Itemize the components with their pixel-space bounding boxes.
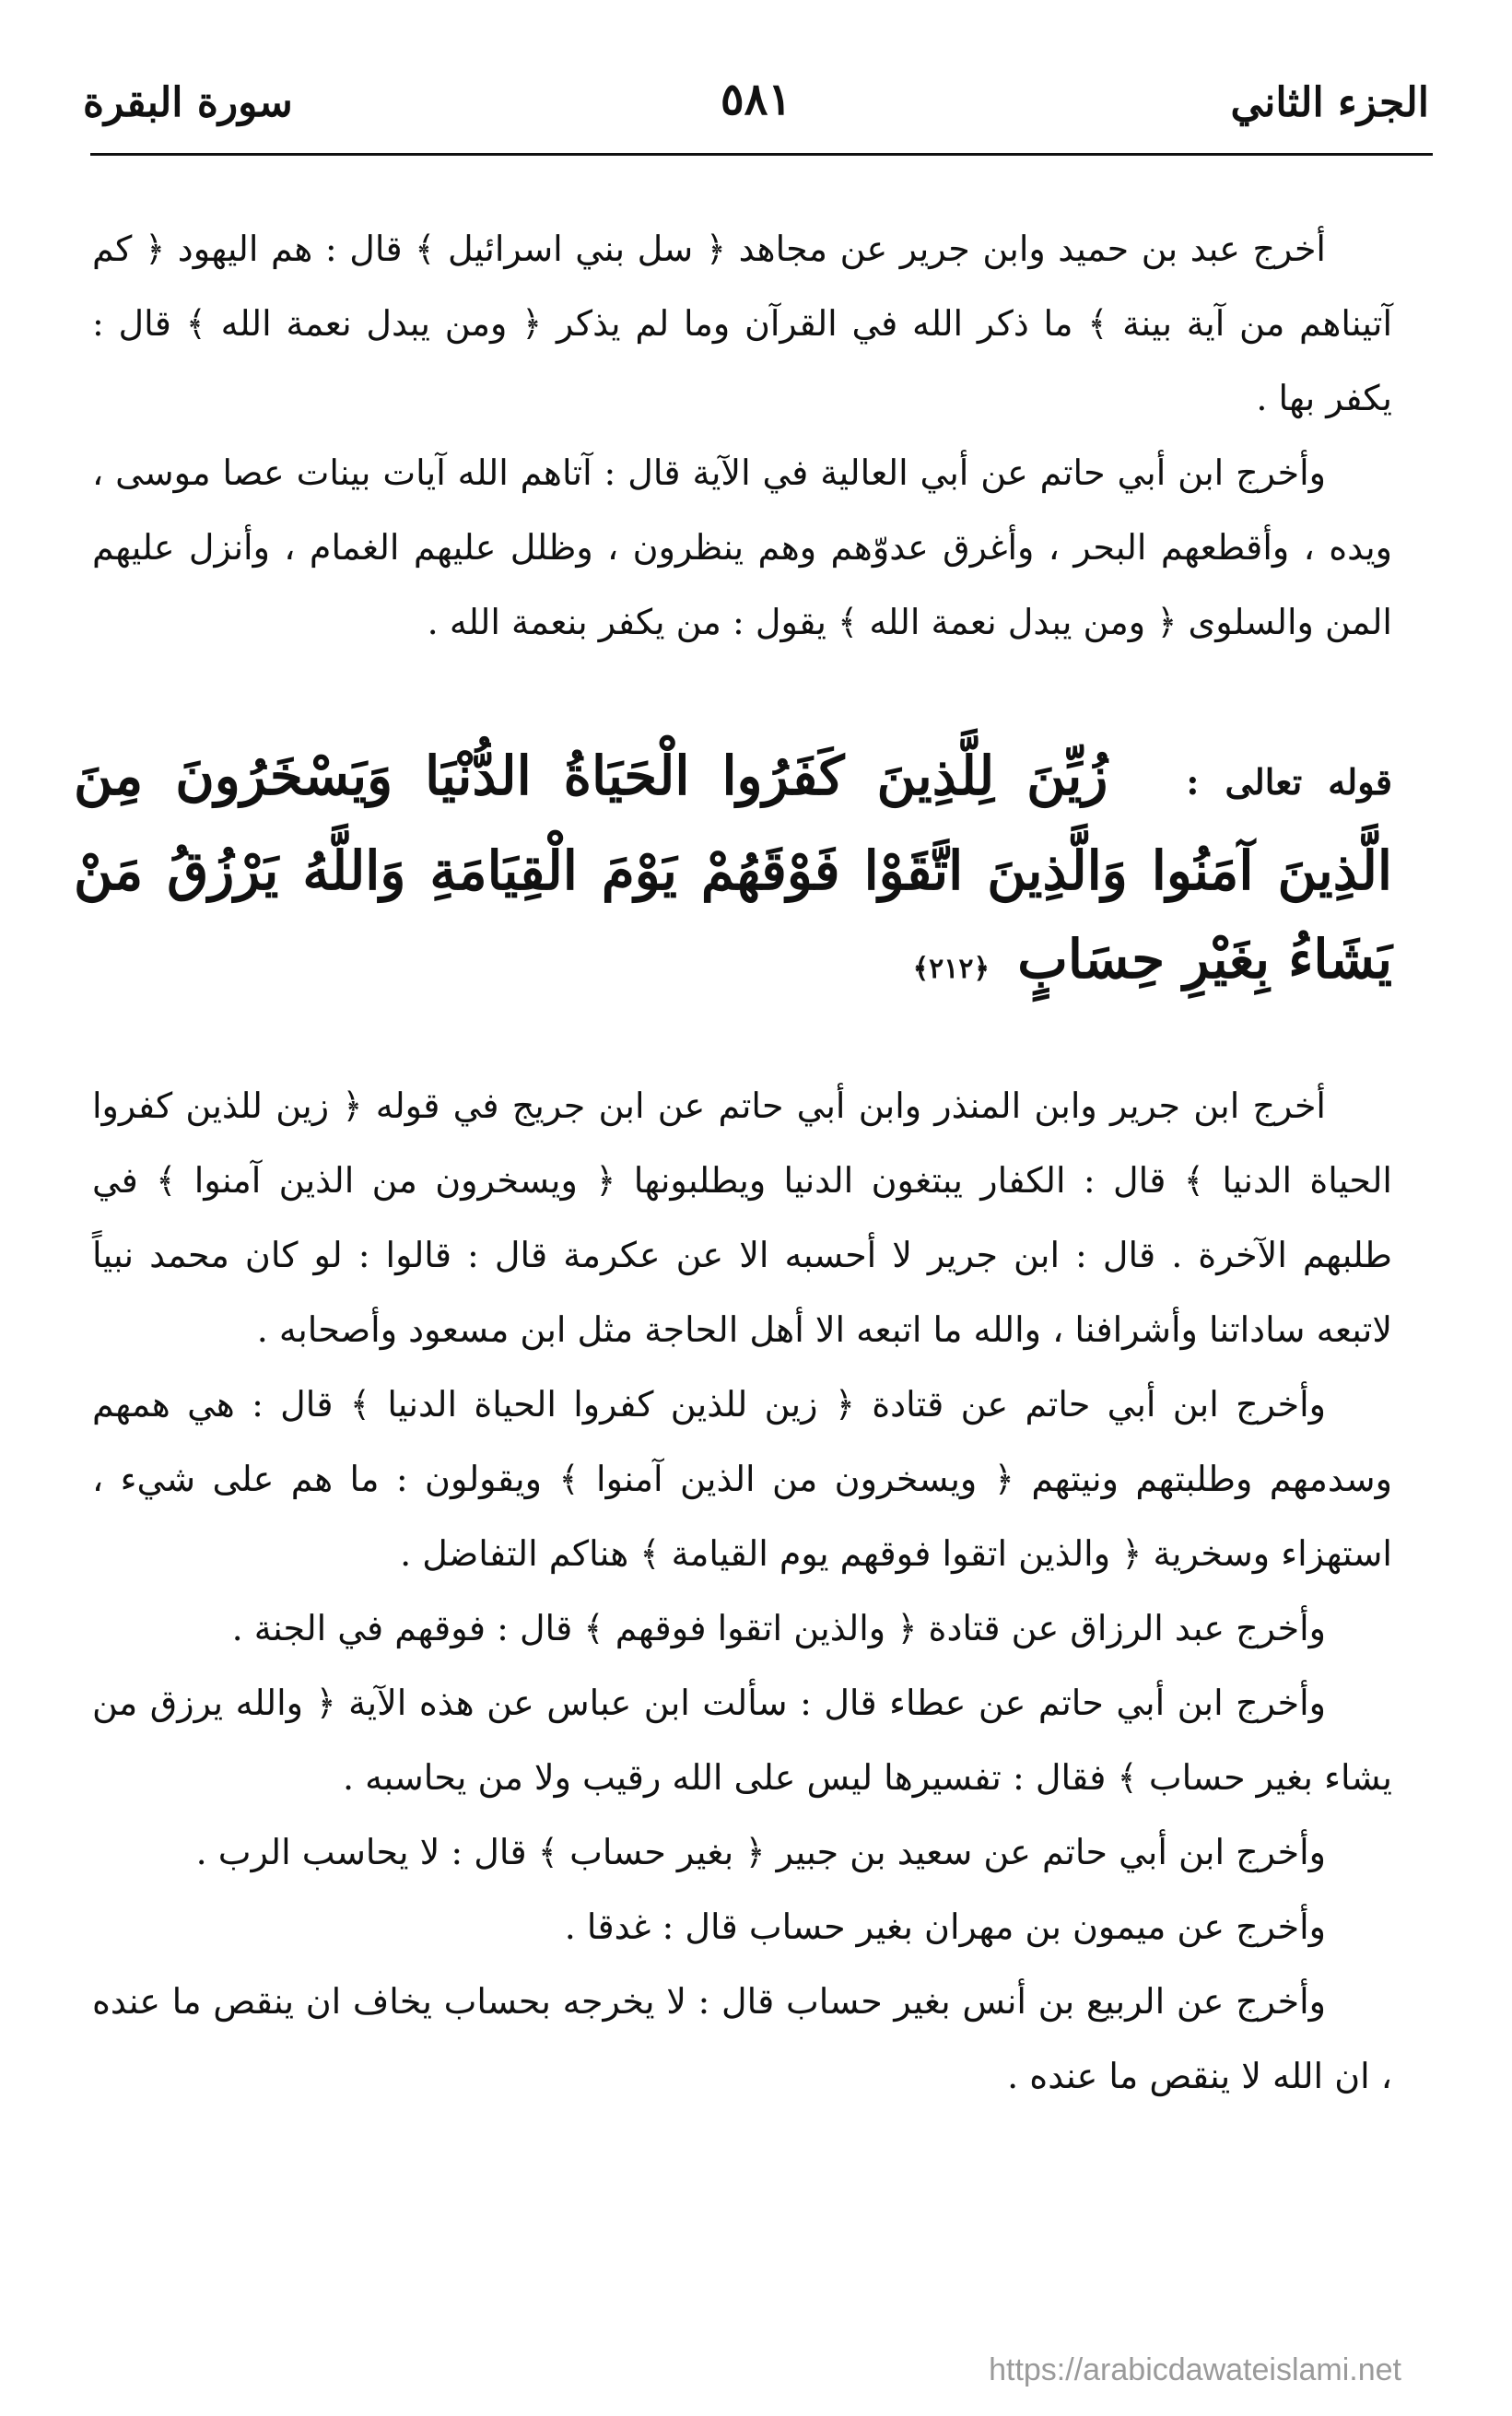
paragraph: وأخرج ابن أبي حاتم عن سعيد بن جبير ﴿ بغير حساب ﴾ قال : لا يحاسب الرب . [195,1832,1326,1872]
verse-lead: قوله تعالى : [1186,761,1392,803]
paragraph: وأخرج عبد الرزاق عن قتادة ﴿ والذين اتقوا فوقهم ﴾ قال : فوقهم في الجنة . [231,1608,1326,1648]
paragraph: وأخرج ابن أبي حاتم عن عطاء قال : سألت ابن عباس عن هذه الآية ﴿ والله يرزق من يشاء بغير حساب ﴾ فقال : تفسيرها ليس على الله رقيب ولا من يحاسبه . [92,1683,1392,1798]
paragraph: وأخرج ابن أبي حاتم عن قتادة ﴿ زين للذين كفروا الحياة الدنيا ﴾ قال : هي همهم وسدمهم وطلبتهم ونيتهم ﴿ ويسخرون من الذين آمنوا ﴾ ويقولون : ما هم على شيء ، استهزاء وسخرية ﴿ والذين اتقوا فوقهم يوم القيامة ﴾ هناكم التفاضل . [92,1384,1392,1574]
verse-number: ﴿٢١٢﴾ [912,953,990,985]
header-divider [90,153,1433,156]
paragraph: أخرج ابن جرير وابن المنذر وابن أبي حاتم عن ابن جريج في قوله ﴿ زين للذين كفروا الحياة الدنيا ﴾ قال : الكفار يبتغون الدنيا ويطلبونها ﴿ ويسخرون من الذين آمنوا ﴾ في طلبهم الآخرة . قال : ابن جرير لا أحسبه الا عن عكرمة قال : قالوا : لو كان محمد نبياً لاتبعه ساداتنا وأشرافنا ، والله ما اتبعه الا أهل الحاجة مثل ابن مسعود وأصحابه . [92,1085,1392,1350]
spacer [92,660,1392,732]
verse-text: زُيِّنَ لِلَّذِينَ كَفَرُوا الْحَيَاةُ الدُّنْيَا وَيَسْخَرُونَ مِنَ الَّذِينَ آمَنُوا وَالَّذِينَ اتَّقَوْا فَوْقَهُمْ يَوْمَ الْقِيَامَةِ وَاللَّهُ يَرْزُقُ مَنْ يَشَاءُ بِغَيْرِ حِسَابٍ [74,745,1392,991]
watermark-url: https://arabicdawateislami.net [989,2352,1401,2387]
paragraph: وأخرج عن الربيع بن أنس بغير حساب قال : لا يخرجه بحساب يخاف ان ينقص ما عنده ، ان الله لا ينقص ما عنده . [92,1981,1392,2096]
page-header [83,66,1429,149]
spacer [92,1014,1392,1069]
quran-verse [74,732,1392,1014]
part-title: الجزء الثاني [1230,79,1429,126]
paragraph: وأخرج ابن أبي حاتم عن أبي العالية في الآية قال : آتاهم الله آيات بينات عصا موسى ، ويده ، وأقطعهم البحر ، وأغرق عدوّهم وهم ينظرون ، وظلل عليهم الغمام ، وأنزل عليهم المن والسلوى ﴿ ومن يبدل نعمة الله ﴾ يقول : من يكفر بنعمة الله . [92,452,1392,642]
paragraph: أخرج عبد بن حميد وابن جرير عن مجاهد ﴿ سل بني اسرائيل ﴾ قال : هم اليهود ﴿ كم آتيناهم من آية بينة ﴾ ما ذكر الله في القرآن وما لم يذكر ﴿ ومن يبدل نعمة الله ﴾ قال : يكفر بها . [92,229,1392,418]
surah-title: سورة البقرة [83,79,293,126]
page-body [74,212,1392,2114]
paragraph: وأخرج عن ميمون بن مهران بغير حساب قال : غدقا . [564,1906,1326,1947]
page-number: ٥٨١ [720,74,792,125]
